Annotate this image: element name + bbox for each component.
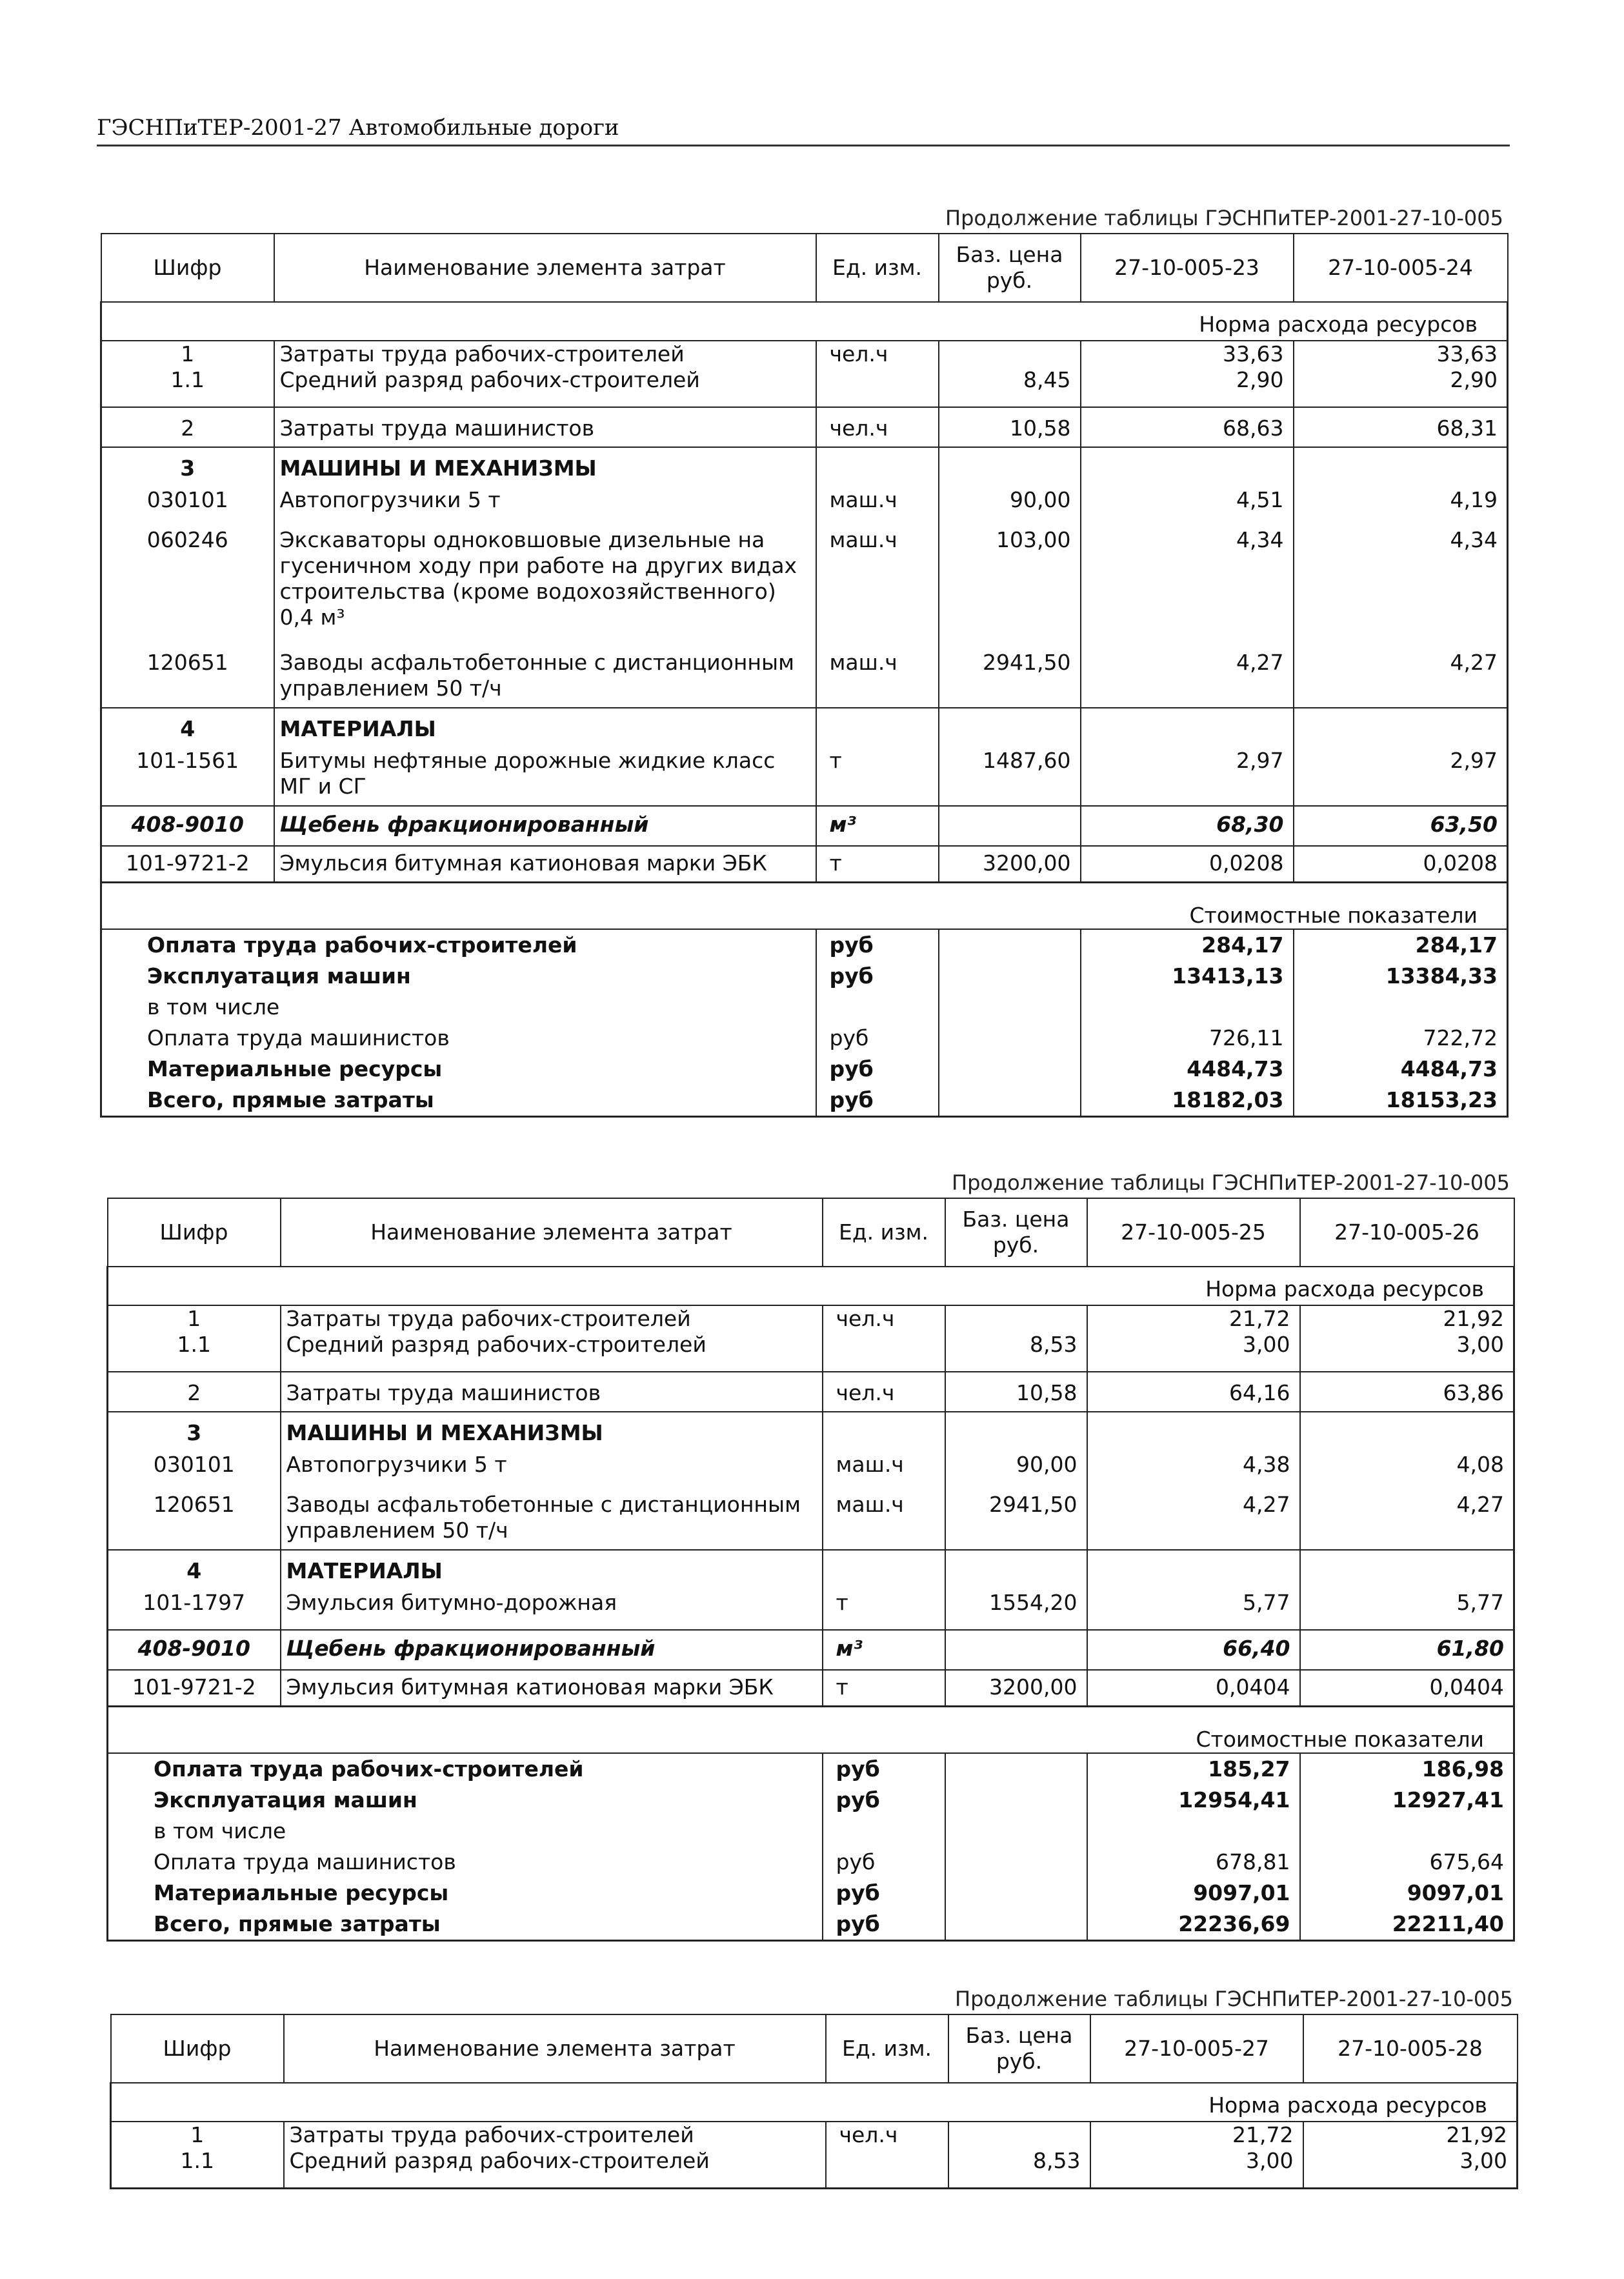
table-header-row — [108, 1198, 1514, 1267]
header-name: Наименование элемента затрат — [284, 2014, 826, 2083]
norm-label-row — [101, 302, 1508, 341]
table-row: 408-9010 Щебень фракционированный м³ 66,40 61,80 — [108, 1630, 1514, 1670]
header-price: Баз. цена руб. — [945, 1198, 1087, 1267]
page-header: ГЭСНПиТЕР-2001-27 Автомобильные дороги — [97, 115, 1510, 146]
cost-row: Всего, прямые затраты руб 22236,69 22211,40 — [108, 1909, 1514, 1941]
header-col1: 27-10-005-23 — [1081, 234, 1294, 302]
cost-row: Материальные ресурсы руб 9097,01 9097,01 — [108, 1878, 1514, 1909]
table-row: 120651 Заводы асфальтобетонные с дистанционным управлением 50 т/ч маш.ч 2941,50 4,27 4,27 — [101, 650, 1508, 708]
table-row: 1.1 Средний разряд рабочих-строителей 8,53 3,00 3,00 — [108, 1332, 1514, 1372]
norm-label-row — [111, 2083, 1518, 2122]
cost-label: Стоимостные показатели — [108, 1706, 1514, 1753]
header-price: Баз. цена руб. — [948, 2014, 1090, 2083]
table-row: 1.1 Средний разряд рабочих-строителей 8,53 3,00 3,00 — [111, 2148, 1518, 2188]
header-col2: 27-10-005-28 — [1303, 2014, 1518, 2083]
table-row: 4 МАТЕРИАЛЫ — [101, 708, 1508, 748]
table-row: 1.1 Средний разряд рабочих-строителей 8,45 2,90 2,90 — [101, 367, 1508, 407]
header-col2: 27-10-005-24 — [1294, 234, 1508, 302]
table-row: 1 Затраты труда рабочих-строителей чел.ч 21,72 21,92 — [108, 1305, 1514, 1332]
cost-row: Оплата труда рабочих-строителей руб 284,17 284,17 — [101, 929, 1508, 961]
resource-table — [100, 233, 1509, 1118]
table-row: 060246 Экскаваторы одноковшовые дизельные на гусеничном ходу при работе на других видах строительства (кроме водохозяйственного) 0,4 м³ маш.ч 103,00 4,34 4,34 — [101, 527, 1508, 650]
cost-row: в том числе — [101, 992, 1508, 1023]
header-name: Наименование элемента затрат — [274, 234, 816, 302]
table-row: 1 Затраты труда рабочих-строителей чел.ч 21,72 21,92 — [111, 2122, 1518, 2148]
norm-label-row — [108, 1267, 1514, 1305]
header-code: Шифр — [111, 2014, 284, 2083]
table-row: 101-1561 Битумы нефтяные дорожные жидкие класс МГ и СГ т 1487,60 2,97 2,97 — [101, 748, 1508, 806]
table-row: 120651 Заводы асфальтобетонные с дистанционным управлением 50 т/ч маш.ч 2941,50 4,27 4,27 — [108, 1492, 1514, 1550]
table-row: 101-9721-2 Эмульсия битумная катионовая марки ЭБК т 3200,00 0,0404 0,0404 — [108, 1670, 1514, 1706]
table-caption: Продолжение таблицы ГЭСНПиТЕР-2001-27-10-005 — [955, 1987, 1513, 2011]
cost-label-row — [108, 1706, 1514, 1753]
header-col1: 27-10-005-27 — [1090, 2014, 1303, 2083]
table-row: 1 Затраты труда рабочих-строителей чел.ч 33,63 33,63 — [101, 341, 1508, 367]
header-unit: Ед. изм. — [823, 1198, 945, 1267]
header-unit: Ед. изм. — [826, 2014, 948, 2083]
table-row: 3 МАШИНЫ И МЕХАНИЗМЫ — [108, 1412, 1514, 1452]
table-row: 030101 Автопогрузчики 5 т маш.ч 90,00 4,38 4,08 — [108, 1452, 1514, 1492]
table-block-1 — [100, 203, 1507, 1118]
header-code: Шифр — [108, 1198, 281, 1267]
cost-row: Эксплуатация машин руб 12954,41 12927,41 — [108, 1785, 1514, 1816]
header-price: Баз. цена руб. — [939, 234, 1081, 302]
header-code: Шифр — [101, 234, 274, 302]
header-name: Наименование элемента затрат — [281, 1198, 823, 1267]
cost-label: Стоимостные показатели — [101, 882, 1508, 929]
table-header-row — [111, 2014, 1518, 2083]
table-caption: Продолжение таблицы ГЭСНПиТЕР-2001-27-10-005 — [952, 1170, 1510, 1195]
norm-label: Норма расхода ресурсов — [111, 2083, 1518, 2122]
cost-row: в том числе — [108, 1816, 1514, 1847]
table-caption: Продолжение таблицы ГЭСНПиТЕР-2001-27-10-005 — [945, 206, 1503, 230]
norm-label: Норма расхода ресурсов — [101, 302, 1508, 341]
cost-row: Оплата труда машинистов руб 678,81 675,64 — [108, 1847, 1514, 1878]
norm-label: Норма расхода ресурсов — [108, 1267, 1514, 1305]
table-row: 101-1797 Эмульсия битумно-дорожная т 1554,20 5,77 5,77 — [108, 1590, 1514, 1630]
header-col1: 27-10-005-25 — [1087, 1198, 1300, 1267]
cost-row: Всего, прямые затраты руб 18182,03 18153,23 — [101, 1085, 1508, 1117]
cost-label-row — [101, 882, 1508, 929]
cost-row: Оплата труда рабочих-строителей руб 185,27 186,98 — [108, 1753, 1514, 1785]
cost-row: Оплата труда машинистов руб 726,11 722,72 — [101, 1023, 1508, 1054]
table-row: 030101 Автопогрузчики 5 т маш.ч 90,00 4,51 4,19 — [101, 487, 1508, 527]
cost-row: Материальные ресурсы руб 4484,73 4484,73 — [101, 1054, 1508, 1085]
table-row: 408-9010 Щебень фракционированный м³ 68,30 63,50 — [101, 806, 1508, 846]
cost-row: Эксплуатация машин руб 13413,13 13384,33 — [101, 961, 1508, 992]
table-header-row — [101, 234, 1508, 302]
table-row: 2 Затраты труда машинистов чел.ч 10,58 64,16 63,86 — [108, 1372, 1514, 1412]
header-col2: 27-10-005-26 — [1300, 1198, 1514, 1267]
table-row: 101-9721-2 Эмульсия битумная катионовая марки ЭБК т 3200,00 0,0208 0,0208 — [101, 846, 1508, 882]
resource-table — [106, 1198, 1515, 1942]
table-row: 4 МАТЕРИАЛЫ — [108, 1550, 1514, 1590]
header-unit: Ед. изм. — [816, 234, 939, 302]
table-row: 3 МАШИНЫ И МЕХАНИЗМЫ — [101, 447, 1508, 487]
table-block-2 — [106, 1168, 1513, 1942]
resource-table — [110, 2014, 1518, 2189]
table-row: 2 Затраты труда машинистов чел.ч 10,58 68,63 68,31 — [101, 407, 1508, 447]
table-block-3 — [110, 1984, 1516, 2189]
